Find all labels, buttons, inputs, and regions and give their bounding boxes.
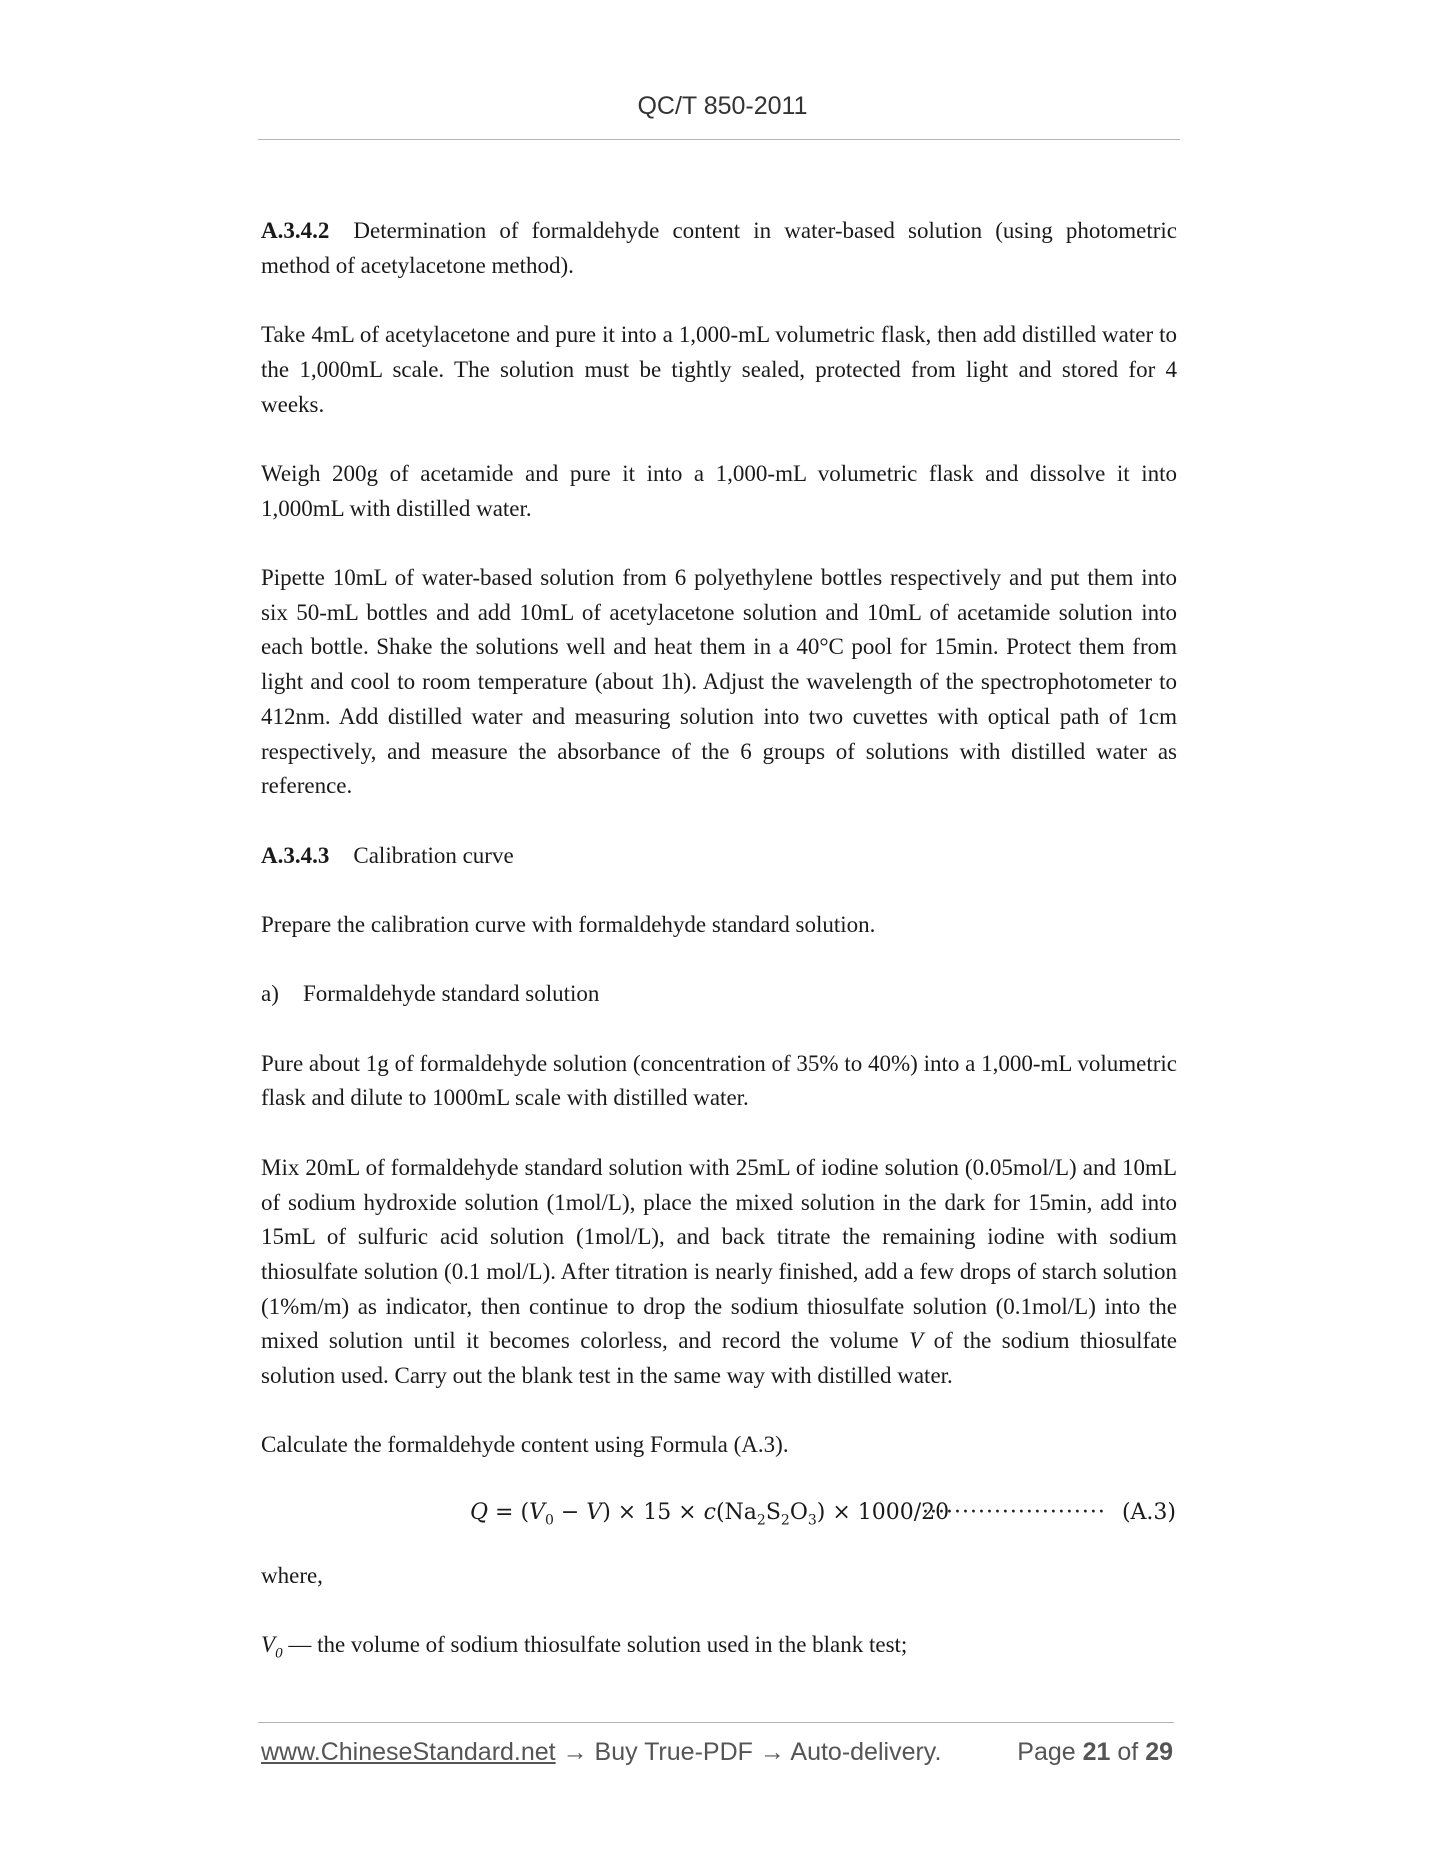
footer-left [261, 1738, 941, 1767]
section-number: A.3.4.3 [261, 842, 330, 868]
paragraph [261, 1151, 1177, 1394]
page-number: 21 [1082, 1738, 1111, 1766]
formula-text: ) × 1000/20 [816, 1500, 950, 1525]
section-title: Calibration curve [353, 842, 514, 868]
formula-text: O [789, 1500, 808, 1525]
formula-sub: 2 [756, 1512, 766, 1529]
formula-text: − [553, 1500, 587, 1525]
variable-sub: 0 [275, 1645, 283, 1662]
where-label: where, [261, 1563, 323, 1588]
paragraph: Take 4mL of acetylacetone and pure it into a 1,000-mL volumetric flask, then add distilled water to the 1,000mL scale. The solution must be tightly sealed, protected from light and stored for 4 weeks. [261, 322, 1177, 417]
list-item [261, 977, 1177, 1012]
of-label: of [1110, 1738, 1146, 1766]
formula-a3 [470, 1500, 1176, 1536]
formula-sub: 2 [780, 1512, 790, 1529]
formula-text: S [765, 1500, 781, 1525]
formula-expression [470, 1500, 949, 1528]
section-a343-heading [261, 839, 1177, 874]
list-label: a) [261, 981, 279, 1007]
formula-sub: 0 [544, 1512, 554, 1529]
formula-var-c: c [703, 1500, 716, 1525]
formula-text: (Na [715, 1500, 757, 1525]
formula-text: ) × 15 × [602, 1500, 704, 1525]
formula-number: (A.3) [1121, 1500, 1176, 1525]
section-a342-heading [261, 214, 1177, 283]
formula-var-v: V [586, 1500, 603, 1525]
page-label: Page [1017, 1738, 1083, 1766]
paragraph-text: of the sodium thiosulfate solution used. Carry out the blank test in the same way with distilled water. [261, 1328, 1177, 1389]
page-indicator [1017, 1738, 1173, 1767]
paragraph: Pure about 1g of formaldehyde solution (concentration of 35% to 40%) into a 1,000-mL volumetric flask and dilute to 1000mL scale with distilled water. [261, 1050, 1177, 1111]
page-footer [261, 1738, 1173, 1772]
formula-var-q: Q [470, 1500, 489, 1525]
paragraph-text: Mix 20mL of formaldehyde standard solution with 25mL of iodine solution (0.05mol/L) and 10mL of sodium hydroxide solution (1mol/L), place the mixed solution in the dark for 15min, add into 15mL of sulfuric acid solution (1mol/L), and back titrate the remaining iodine with sodium thiosulfate solution (0.1 mol/L). After titration is nearly finished, add a few drops of starch solution (1%m/m) as indicator, then continue to drop the sodium thiosulfate solution (0.1mol/L) into the mixed solution until it becomes colorless, and record the volume [261, 1154, 1177, 1354]
paragraph: Weigh 200g of acetamide and pure it into a 1,000-mL volumetric flask and dissolve it into 1,000mL with distilled water. [261, 460, 1177, 521]
site-link[interactable]: www.ChineseStandard.net [261, 1738, 556, 1766]
definition-v0 [261, 1632, 907, 1663]
footer-divider [258, 1722, 1174, 1723]
page-total: 29 [1145, 1738, 1173, 1766]
page-header-title: QC/T 850-2011 [637, 92, 808, 120]
list-text: Formaldehyde standard solution [303, 981, 600, 1007]
formula-sub: 3 [807, 1512, 817, 1529]
formula-var-v0: V [529, 1500, 545, 1525]
definition-text: — the volume of sodium thiosulfate solution used in the blank test; [282, 1632, 908, 1657]
header-divider [258, 139, 1180, 140]
document-body [261, 214, 1177, 1498]
variable-v: V [909, 1328, 924, 1354]
formula-text: = ( [488, 1500, 530, 1525]
formula-leader-dots: ······················· [922, 1500, 1106, 1525]
paragraph: Pipette 10mL of water-based solution from 6 polyethylene bottles respectively and put them into six 50-mL bottles and add 10mL of acetylacetone solution and 10mL of acetamide solution into each bottle. Shake the solutions well and heat them in a 40°C pool for 15min. Protect them from light and cool to room temperature (about 1h). Adjust the wavelength of the spectrophotometer to 412nm. Add distilled water and measuring solution into two cuvettes with optical path of 1cm respectively, and measure the absorbance of the 6 groups of solutions with distilled water as reference. [261, 564, 1177, 799]
section-title: Determination of formaldehyde content in water-based solution (using photometric method of acetylacetone method). [261, 218, 1177, 278]
variable-v0: V [261, 1632, 276, 1657]
footer-tagline: → Buy True-PDF → Auto-delivery. [555, 1738, 942, 1766]
section-number: A.3.4.2 [261, 218, 330, 243]
paragraph: Prepare the calibration curve with formaldehyde standard solution. [261, 911, 876, 937]
paragraph: Calculate the formaldehyde content using Formula (A.3). [261, 1432, 789, 1458]
